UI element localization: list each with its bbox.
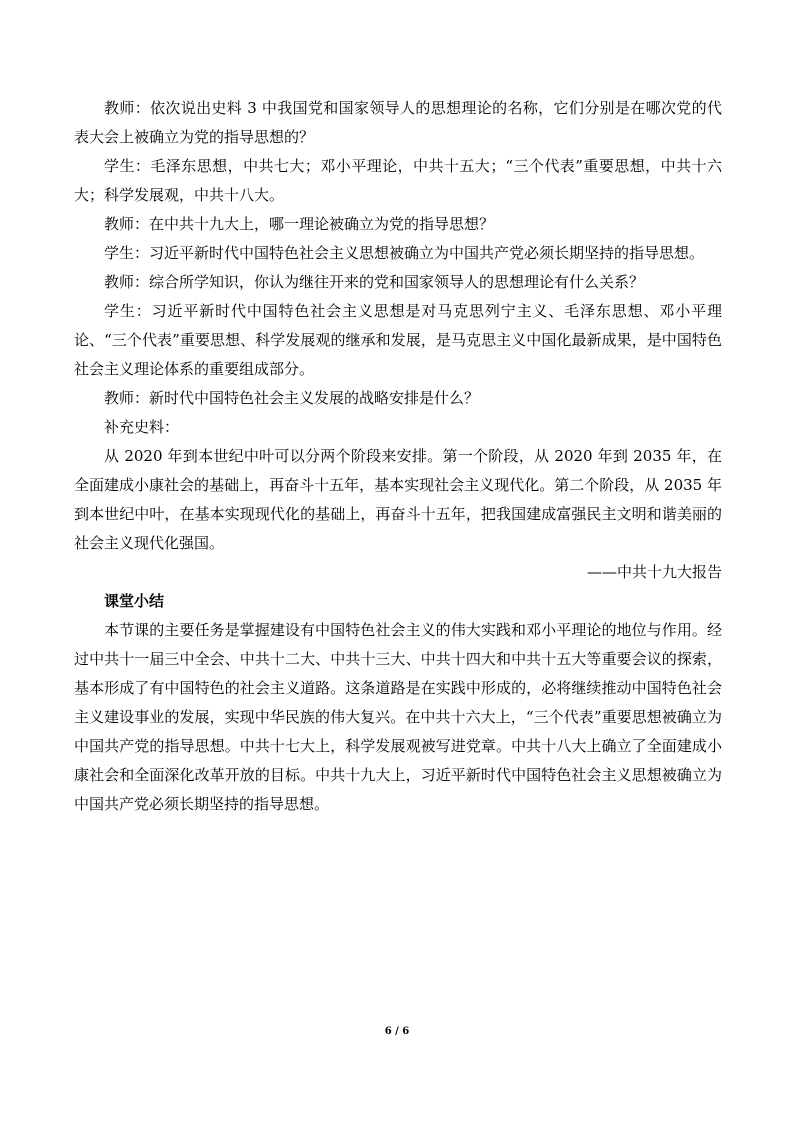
summary-heading: 课堂小结 bbox=[104, 592, 165, 610]
dialogue-line-3: 教师：在中共十九大上，哪一理论被确立为党的指导思想？ bbox=[104, 215, 495, 233]
dialogue-line-6: 学生：习近平新时代中国特色社会主义思想是对马克思列宁主义、毛泽东思想、邓小平理论、“三个代表”重要思想、科学发展观的继承和发展，是马克思主义中国化最新成果，是中国特色社会主义理论体系的重要组成部分。 bbox=[74, 302, 722, 378]
dialogue-line-1: 教师：依次说出史料 3 中我国党和国家领导人的思想理论的名称，它们分别是在哪次党的代表大会上被确立为党的指导思想的？ bbox=[74, 99, 722, 146]
supplement-label: 补充史料： bbox=[104, 418, 180, 436]
page-content bbox=[74, 94, 722, 819]
supplement-source: ——中共十九大报告 bbox=[586, 563, 722, 581]
dialogue-line-2: 学生：毛泽东思想，中共七大；邓小平理论，中共十五大；“三个代表”重要思想，中共十六大；科学发展观，中共十八大。 bbox=[74, 157, 722, 204]
dialogue-line-5: 教师：综合所学知识，你认为继往开来的党和国家领导人的思想理论有什么关系？ bbox=[104, 273, 645, 291]
page-number: 6 / 6 bbox=[384, 1026, 410, 1037]
dialogue-line-4: 学生：习近平新时代中国特色社会主义思想被确立为中国共产党必须长期坚持的指导思想。 bbox=[104, 244, 705, 262]
dialogue-line-7: 教师：新时代中国特色社会主义发展的战略安排是什么？ bbox=[104, 389, 480, 407]
supplement-text: 从 2020 年到本世纪中叶可以分两个阶段来安排。第一个阶段，从 2020 年到 2035 年，在全面建成小康社会的基础上，再奋斗十五年，基本实现社会主义现代化。第二个阶段，从 2035 年到本世纪中叶，在基本实现现代化的基础上，再奋斗十五年，把我国建成富强民主文明和谐美丽的社会主义现代化强国。 bbox=[74, 447, 722, 552]
summary-text: 本节课的主要任务是掌握建设有中国特色社会主义的伟大实践和邓小平理论的地位与作用。经过中共十一届三中全会、中共十二大、中共十三大、中共十四大和中共十五大等重要会议的探索，基本形成了有中国特色的社会主义道路。这条道路是在实践中形成的，必将继续推动中国特色社会主义建设事业的发展，实现中华民族的伟大复兴。在中共十六大上，“三个代表”重要思想被确立为中国共产党的指导思想。中共十七大上，科学发展观被写进党章。中共十八大上确立了全面建成小康社会和全面深化改革开放的目标。中共十九大上，习近平新时代中国特色社会主义思想被确立为中国共产党必须长期坚持的指导思想。 bbox=[74, 621, 722, 813]
